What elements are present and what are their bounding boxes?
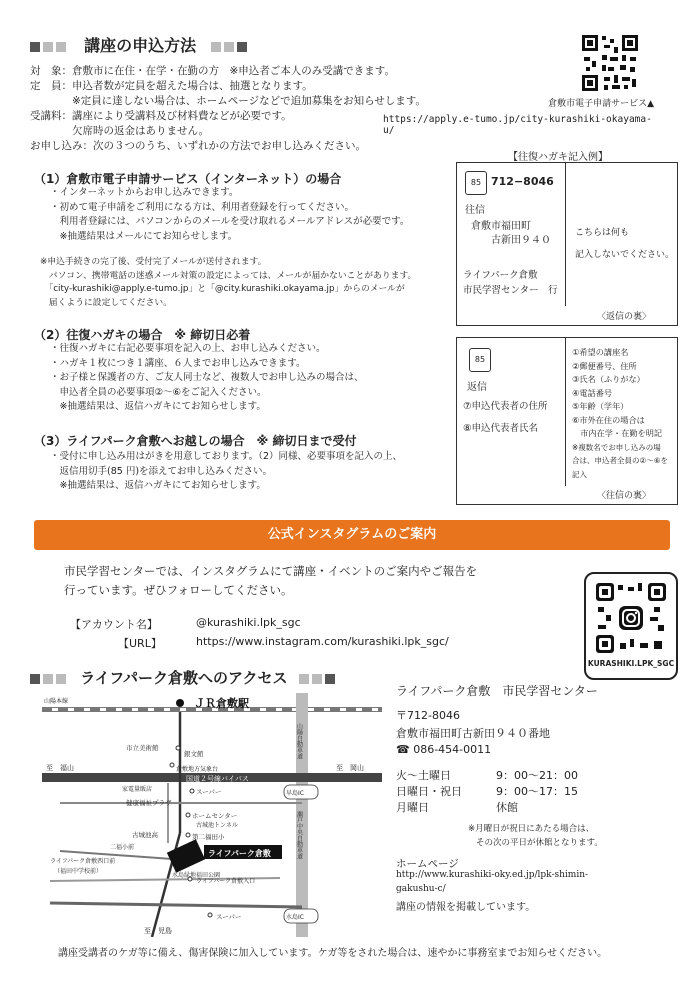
insta-acc-value[interactable]: @kurashiki.lpk_sgc bbox=[196, 616, 301, 629]
hours-row bbox=[396, 768, 616, 784]
apply-line-target: 対 象：倉敷市に在住・在学・在勤の方 ※申込者ご本人のみ受講できます。 bbox=[30, 65, 395, 77]
postcard-item: ④電話番号 bbox=[572, 387, 613, 398]
method2-line: 申込者全員の必要事項②～⑥をご記入ください。 bbox=[50, 386, 267, 398]
method3-line: 返信用切手(85 円)を添えてお申し込みください。 bbox=[50, 465, 273, 477]
header-squares-right bbox=[299, 668, 338, 687]
method1-note: 「city-kurashiki@apply.e-tumo.jp」と「@city.kurashiki.okayama.jp」からのメールが bbox=[40, 284, 405, 294]
hours-time: 休館 bbox=[496, 801, 518, 814]
postcard-rep-addr: ⑦申込代表者の住所 bbox=[463, 401, 548, 412]
apply-line-how: お申し込み：次の３つのうち、いずれかの方法でお申し込みください。 bbox=[30, 140, 366, 152]
map-fukuyama: 至 福山 bbox=[46, 764, 74, 772]
hours-table bbox=[396, 768, 616, 816]
map-lifepark: ライフパーク倉敷 bbox=[208, 849, 271, 858]
postcard-addr2: 古新田９４０ bbox=[491, 235, 551, 246]
postcard-blank1: こちらは何も bbox=[575, 228, 630, 238]
map-mitsuzawa: 水島緑地福田公園 bbox=[172, 872, 221, 879]
postcard-blank2: 記入しないでください。 bbox=[575, 250, 675, 260]
map-expressway1: 山陽自動車道 bbox=[295, 723, 303, 759]
header-squares-right bbox=[211, 36, 250, 55]
postcard-back2: 〈往信の裏〉 bbox=[597, 491, 652, 501]
method1-heading: （1）倉敷市電子申請サービス（インターネット）の場合 bbox=[34, 172, 342, 186]
map-homecenter: ホームセンター bbox=[192, 812, 238, 820]
postcard-items bbox=[572, 346, 676, 481]
stamp-icon bbox=[465, 171, 487, 195]
map-tunnel: 古城池トンネル bbox=[196, 822, 238, 829]
insta-line2: 行っています。ぜひフォローしてください。 bbox=[64, 583, 293, 597]
postcard-back1: 〈返信の裏〉 bbox=[597, 312, 652, 322]
insta-acc-label: 【アカウント名】 bbox=[70, 618, 158, 631]
insta-line1: 市民学習センターでは、インスタグラムにて講座・イベントのご案内やご報告を bbox=[64, 564, 478, 578]
method1-lines bbox=[50, 186, 450, 244]
method1-note: ※申込手続きの完了後、受付完了メールが送付されます。 bbox=[40, 257, 267, 267]
header-squares bbox=[30, 668, 69, 687]
access-title: ライフパーク倉敷へのアクセス bbox=[80, 669, 288, 687]
method1-note: 届くように設定してください。 bbox=[40, 297, 172, 308]
header-squares bbox=[30, 36, 69, 55]
method1-line: ・初めて電子申請をご利用になる方は、利用者登録を行ってください。 bbox=[50, 201, 355, 213]
postcard-item: ⑥市外在住の場合は bbox=[572, 414, 645, 425]
apply-line-refund: 欠席時の返金はありません。 bbox=[30, 125, 210, 137]
access-map bbox=[40, 693, 384, 937]
method2-line: ・ハガキ１枚につき１講座、６人までお申し込みできます。 bbox=[50, 357, 306, 369]
map-fukuda: （福田中学校前） bbox=[54, 868, 103, 875]
apply-title: 講座の申込方法 bbox=[84, 36, 197, 55]
method1-line: ※抽選結果はメールにてお知らせします。 bbox=[50, 230, 238, 242]
apply-qr-url[interactable]: https://apply.e-tumo.jp/city-kurashiki-okayama-u/ bbox=[383, 114, 652, 136]
map-store: 家電量販店 bbox=[122, 786, 153, 793]
access-tel-row bbox=[396, 743, 491, 756]
map-station: ＪＲ倉敷駅 bbox=[194, 697, 249, 710]
postcard-title: 【往復ハガキ記入例】 bbox=[508, 152, 608, 163]
hours-row bbox=[396, 784, 616, 800]
postcard-item: ①希望の講座名 bbox=[572, 347, 629, 357]
map-ic2: 水島IC bbox=[286, 914, 304, 921]
apply-line-capacity-note: ※定員に達しない場合は、ホームページなどで追加募集をお知らせします。 bbox=[30, 95, 426, 107]
map-sanyo: 山陽本線 bbox=[44, 698, 69, 705]
hours-day: 火～土曜日 bbox=[396, 769, 451, 782]
map-museum: 市立美術館 bbox=[126, 744, 159, 752]
footer-note: 講座受講者のケガ等に備え、傷害保険に加入しています。ケガ等をされた場合は、速やかに事務室までお知らせください。 bbox=[58, 948, 608, 959]
method3-line: ・受付に申し込み用はがきを用意しております。（2）同様、必要事項を記入の上、 bbox=[50, 451, 403, 462]
postcard-item: ⑤年齢（学年） bbox=[572, 401, 629, 411]
access-name: ライフパーク倉敷 市民学習センター bbox=[396, 684, 598, 698]
hours-day: 月曜日 bbox=[396, 801, 429, 814]
method3-line: ※抽選結果は、返信ハガキにてお知らせします。 bbox=[50, 480, 266, 491]
postcard-front bbox=[456, 162, 678, 326]
method2-line: ・往復ハガキに右記必要事項を記入の上、お申し込みください。 bbox=[50, 343, 326, 354]
apply-line-capacity: 定 員：申込者数が定員を超えた場合は、抽選となります。 bbox=[30, 80, 313, 92]
access-tel: 086-454-0011 bbox=[413, 743, 492, 756]
map-nikkadan: 二福小前 bbox=[110, 844, 135, 851]
phone-icon: ☎ bbox=[396, 743, 414, 756]
apply-line-fee: 受講料：講座により受講料及び材料費などが必要です。 bbox=[30, 110, 292, 122]
map-bypass: 国道２号線バイパス bbox=[186, 775, 249, 783]
map-post: 倉敷地方気象台 bbox=[176, 766, 219, 773]
postcard-to2: 市民学習センター 行 bbox=[463, 285, 558, 296]
map-kojoike: 古城池高 bbox=[132, 831, 158, 839]
insta-url-value[interactable]: https://www.instagram.com/kurashiki.lpk_sgc/ bbox=[196, 635, 449, 648]
stamp-value: 85 bbox=[474, 355, 486, 364]
postcard-to1: ライフパーク倉敷 bbox=[463, 270, 538, 281]
method2-lines bbox=[50, 342, 450, 415]
access-addr: 倉敷市福田町古新田９４０番地 bbox=[396, 727, 550, 740]
method1-notes bbox=[40, 256, 450, 310]
postcard-ou: 往信 bbox=[465, 205, 485, 216]
hours-time: 9：00～21：00 bbox=[496, 769, 578, 782]
insta-qr-caption: KURASHIKI.LPK_SGC bbox=[587, 659, 675, 668]
method3-heading: （3）ライフパーク倉敷へお越しの場合 ※ 締切日まで受付 bbox=[34, 434, 357, 448]
map-ic1: 早島IC bbox=[286, 790, 304, 797]
map-dainifukuda: 第二福田小 bbox=[192, 833, 225, 841]
postcard-zip: 712−8046 bbox=[491, 175, 554, 188]
postcard-item: 記入 bbox=[572, 469, 587, 479]
postcard-addr1: 倉敷市福田町 bbox=[471, 221, 531, 232]
access-zip: 〒712-8046 bbox=[396, 709, 460, 722]
method3-lines bbox=[50, 450, 450, 494]
map-entrance: ライフパーク倉敷入口 bbox=[196, 878, 256, 885]
map-health: 健康福祉プラザ bbox=[126, 799, 172, 807]
hours-row bbox=[396, 800, 616, 816]
access-hp-url2[interactable]: gakushu-c/ bbox=[396, 884, 446, 894]
map-expressway2: 瀬戸中央自動車道 bbox=[295, 811, 303, 859]
stamp-value: 85 bbox=[470, 178, 482, 187]
method2-line: ※抽選結果は、返信ハガキにてお知らせします。 bbox=[50, 401, 266, 412]
stamp-icon bbox=[469, 348, 491, 372]
access-note2: その次の平日が休館となります。 bbox=[476, 838, 603, 848]
map-stop: ライフパーク倉敷西口前 bbox=[50, 858, 116, 865]
access-hp-desc: 講座の情報を掲載しています。 bbox=[396, 902, 536, 913]
apply-qr-caption: 倉敷市電子申請サービス▲ bbox=[548, 99, 654, 109]
postcard-item: 市内在学・在勤を明記 bbox=[572, 428, 663, 438]
hours-day: 日曜日・祝日 bbox=[396, 785, 462, 798]
method1-line: ・インターネットからお申し込みできます。 bbox=[50, 187, 239, 198]
method2-heading: （2）往復ハガキの場合 ※ 締切日必着 bbox=[34, 328, 251, 342]
postcard-item: ②郵便番号、住所 bbox=[572, 360, 637, 371]
method2-line: ・お子様と保護者の方、ご友人同士など、複数人でお申し込みの場合は、 bbox=[50, 372, 364, 383]
insta-qr-card bbox=[584, 572, 678, 680]
map-bank: 銀文館 bbox=[184, 750, 204, 758]
map-super1: スーパー bbox=[196, 788, 222, 796]
map-super2: スーパー bbox=[216, 913, 242, 921]
map-kojima: 至 児島 bbox=[144, 927, 172, 935]
postcard-rep-name: ⑧申込代表者氏名 bbox=[463, 423, 539, 434]
postcard-reply-divider bbox=[565, 338, 566, 486]
postcard-item: ※複数名でお申し込みの場 bbox=[572, 442, 661, 452]
method1-line: 利用者登録には、パソコンからのメールを受け取れるメールアドレスが必要です。 bbox=[50, 216, 410, 227]
apply-qr-code bbox=[580, 33, 640, 93]
map-okayama: 至 岡山 bbox=[336, 764, 364, 772]
postcard-front-divider bbox=[565, 163, 566, 306]
postcard-item: ③氏名（ふりがな） bbox=[572, 374, 645, 384]
apply-lines bbox=[30, 64, 450, 154]
apply-header bbox=[30, 33, 300, 55]
hours-time: 9：00～17：15 bbox=[496, 785, 578, 798]
access-header bbox=[30, 667, 380, 689]
access-hp-label: ホームページ bbox=[396, 858, 459, 870]
postcard-reply bbox=[456, 337, 678, 505]
postcard-hen: 返信 bbox=[467, 382, 487, 393]
access-hp-url1[interactable]: http://www.kurashiki-oky.ed.jp/lpk-shimin- bbox=[396, 870, 589, 880]
insta-url-label: 【URL】 bbox=[118, 637, 162, 650]
insta-banner bbox=[34, 520, 670, 550]
insta-qr-code bbox=[594, 581, 668, 655]
postcard-item: 合は、申込者全員の②～⑥を bbox=[572, 456, 668, 465]
access-note1: ※月曜日が祝日にあたる場合は、 bbox=[468, 824, 595, 834]
insta-banner-text: 公式インスタグラムのご案内 bbox=[267, 527, 437, 542]
method1-note: パソコン、携帯電話の迷惑メール対策の設定によっては、メールが届かないことがあります。 bbox=[40, 270, 417, 281]
